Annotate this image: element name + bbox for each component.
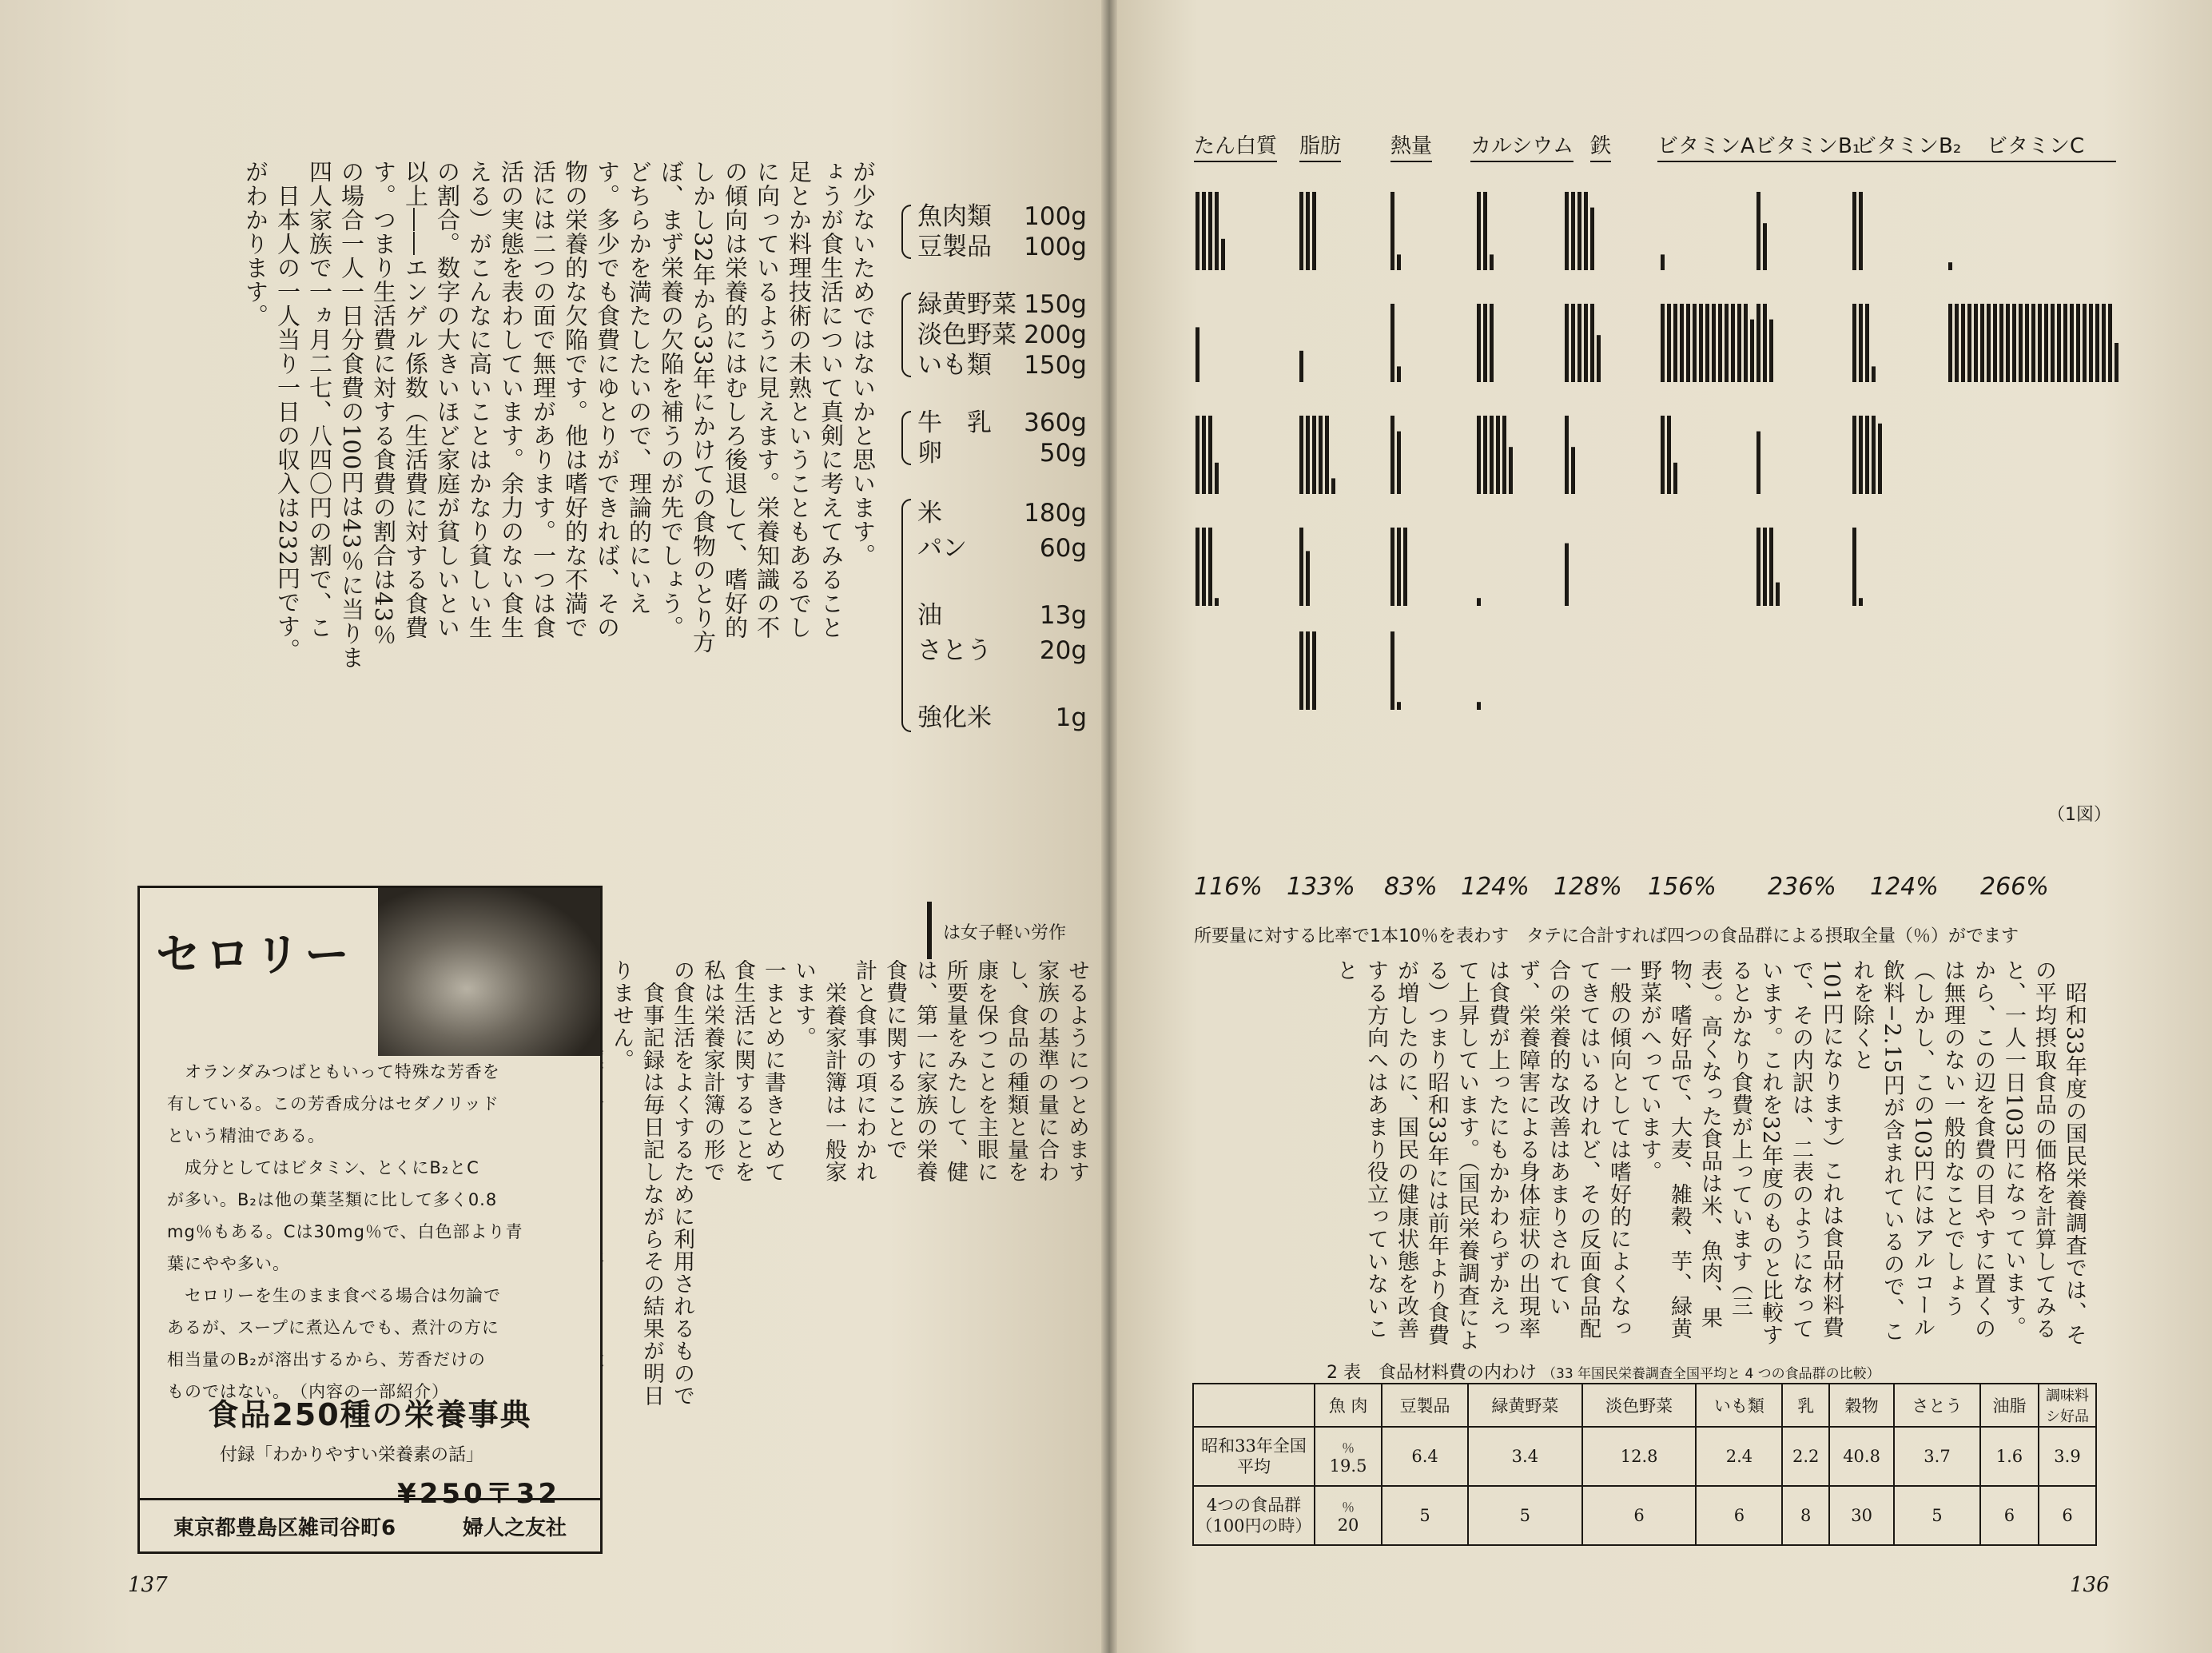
table-header-cell: さとう bbox=[1894, 1384, 1980, 1427]
tally-bar bbox=[1769, 528, 1773, 606]
tally-bar bbox=[1693, 304, 1697, 382]
ad-line: mg％もある。Cは30mg％で、白色部より青 bbox=[167, 1222, 523, 1241]
text-column: す。多少でも食費にゆとりができれば、その bbox=[594, 160, 621, 639]
text-column: 食生活に関することを bbox=[730, 959, 755, 1183]
tally-bar bbox=[1987, 304, 1991, 382]
tally-bar bbox=[1763, 304, 1767, 382]
tally-bar-partial bbox=[1872, 366, 1876, 382]
tally-bar bbox=[1974, 304, 1978, 382]
text-column: 日本人の一人当り一日の収入は232円です。 bbox=[274, 160, 301, 663]
tally-bar bbox=[2070, 304, 2074, 382]
text-column: 一まとめに書きとめて bbox=[761, 959, 786, 1183]
total-percent-label: 83% bbox=[1384, 873, 1438, 901]
tally-bar bbox=[1483, 304, 1487, 382]
tally-bar bbox=[1865, 416, 1869, 494]
tally-bar bbox=[2108, 304, 2112, 382]
tally-bar bbox=[1999, 304, 2003, 382]
tally-bar bbox=[1763, 528, 1767, 606]
tally-bar bbox=[1980, 304, 1984, 382]
tally-bar bbox=[1993, 304, 1997, 382]
table-cell: 5 bbox=[1382, 1486, 1468, 1545]
tally-bar bbox=[2038, 304, 2042, 382]
table-header-cell: 豆製品 bbox=[1382, 1384, 1468, 1427]
tally-bar-partial bbox=[1661, 254, 1665, 270]
text-column: 四人家族で一ヵ月二七、八四〇円の割で、こ bbox=[306, 160, 333, 639]
food-item: 緑黄野菜 150g bbox=[917, 290, 1087, 319]
ad-publisher: 婦人之友社 bbox=[463, 1516, 567, 1540]
text-column: どちらかを満たしたいので、理論的にいえ bbox=[626, 160, 653, 615]
tally-bar bbox=[1712, 304, 1716, 382]
tally-bar bbox=[1756, 192, 1760, 270]
tally-bar-partial bbox=[1571, 447, 1575, 494]
tally-bar bbox=[1312, 416, 1316, 494]
celery-photo bbox=[378, 888, 600, 1056]
tally-bar-partial bbox=[1221, 239, 1225, 270]
tally-bar bbox=[1196, 416, 1199, 494]
page-number-left: 137 bbox=[128, 1573, 168, 1597]
nutrient-header: 鉄 bbox=[1590, 129, 1611, 162]
nutrient-header: ビタミンB₂ bbox=[1856, 129, 1961, 162]
ad-line: 有している。この芳香成分はセダノリッド bbox=[167, 1094, 499, 1113]
tally-bar bbox=[2019, 304, 2023, 382]
tally-bar bbox=[1215, 192, 1219, 270]
food-item: 油 13g bbox=[917, 601, 1087, 630]
table-cell: 5 bbox=[1894, 1486, 1980, 1545]
text-column: 活には二つの面で無理があります。一つは食 bbox=[530, 160, 557, 639]
tally-bar bbox=[1571, 304, 1575, 382]
table-cell: 2.2 bbox=[1782, 1427, 1829, 1486]
table-cell: 6.4 bbox=[1382, 1427, 1468, 1486]
table-cell: 1.6 bbox=[1980, 1427, 2039, 1486]
tally-bar bbox=[1208, 416, 1212, 494]
tally-bar bbox=[1299, 631, 1303, 710]
table-cell: ％ 20 bbox=[1315, 1486, 1382, 1545]
text-column: 昭和33年度の国民栄養調査では、その平均摂取食品の価格を計算してみると、一人一日103円になっています。 bbox=[2001, 959, 2087, 1347]
tally-bar bbox=[1961, 304, 1965, 382]
tally-bar bbox=[2102, 304, 2106, 382]
tally-bar bbox=[1756, 528, 1760, 606]
tally-bar bbox=[2012, 304, 2016, 382]
chart-note: 所要量に対する比率で1本10％を表わす タテに合計すれば四つの食品群による摂取全量（％）がでます bbox=[1194, 926, 2019, 946]
tally-bar bbox=[2063, 304, 2067, 382]
table-cell: 6 bbox=[1582, 1486, 1697, 1545]
tally-bar bbox=[1571, 192, 1575, 270]
tally-bar bbox=[2031, 304, 2035, 382]
tally-bar-partial bbox=[1590, 208, 1594, 270]
tally-bar bbox=[1872, 416, 1876, 494]
tally-bar bbox=[1477, 192, 1481, 270]
tally-bar bbox=[1502, 416, 1506, 494]
text-column: が少ないためではないかと思います。 bbox=[849, 160, 877, 568]
table-cell: 2.4 bbox=[1696, 1427, 1782, 1486]
ad-book-title: 食品250種の栄養事典 bbox=[208, 1397, 532, 1432]
tally-bar bbox=[1699, 304, 1703, 382]
food-group bbox=[895, 496, 1087, 735]
table-header-cell: 調味料シ好品 bbox=[2039, 1384, 2096, 1427]
total-percent-label: 128% bbox=[1554, 873, 1622, 901]
tally-bar bbox=[1731, 304, 1735, 382]
tally-bar bbox=[1496, 416, 1500, 494]
table-header-cell bbox=[1193, 1384, 1315, 1427]
text-column: 家族の基準の量に合わ bbox=[1034, 959, 1059, 1183]
celery-advertisement bbox=[137, 886, 603, 1554]
food-item: 豆製品 100g bbox=[917, 233, 1087, 261]
table-header-cell: 魚 肉 bbox=[1315, 1384, 1382, 1427]
tally-bar bbox=[1312, 631, 1316, 710]
food-item: 米 180g bbox=[917, 499, 1087, 528]
tally-bar bbox=[1390, 631, 1394, 710]
tally-bar bbox=[1319, 416, 1323, 494]
table-title-main: 2 表 食品材料費の内わけ bbox=[1327, 1363, 1537, 1383]
tally-bar-partial bbox=[1331, 478, 1335, 494]
tally-bar-partial bbox=[1597, 335, 1601, 382]
nutrient-header: たん白質 bbox=[1194, 129, 1277, 162]
tally-bar bbox=[1967, 304, 1971, 382]
table-header-row bbox=[1193, 1384, 2096, 1427]
tally-bar bbox=[1483, 192, 1487, 270]
nutrient-header: 熱量 bbox=[1390, 129, 1432, 162]
tally-bar bbox=[1483, 416, 1487, 494]
text-column: の場合一人一日分食費の100円は43％に当りま bbox=[338, 160, 365, 670]
ad-line: オランダみつばともいって特殊な芳香を bbox=[167, 1062, 500, 1081]
tally-bar-partial bbox=[1477, 598, 1481, 606]
nutrient-header: 脂肪 bbox=[1299, 129, 1341, 162]
tally-bar bbox=[1306, 192, 1310, 270]
text-column: に向っているように見えます。栄養知識の不 bbox=[754, 160, 781, 639]
page-number-right: 136 bbox=[2070, 1573, 2110, 1597]
text-column: す。つまり生活費に対する食費の割合は43％ bbox=[370, 160, 397, 647]
table-cell: 30 bbox=[1829, 1486, 1894, 1545]
tally-bar bbox=[1756, 304, 1760, 382]
tally-bar bbox=[1705, 304, 1709, 382]
tally-bar bbox=[1477, 304, 1481, 382]
legend-text: は女子軽い労作 bbox=[943, 923, 1067, 943]
tally-bar bbox=[1390, 528, 1394, 606]
tally-bar bbox=[2076, 304, 2080, 382]
text-column: 足とか料理技術の未熟ということもあるでし bbox=[786, 160, 813, 639]
text-column: ぼ、まず栄養の欠陥を補うのが先でしょう。 bbox=[658, 160, 685, 639]
total-percent-label: 156% bbox=[1648, 873, 1717, 901]
food-item: 牛 乳 360g bbox=[917, 408, 1087, 437]
text-column: 食費に関することで bbox=[882, 959, 907, 1161]
food-group-list bbox=[895, 201, 1087, 763]
tally-bar bbox=[1390, 416, 1394, 494]
text-column: の割合。数字の大きいほど家庭が貧しいとい bbox=[434, 160, 461, 639]
tally-bar bbox=[2089, 304, 2093, 382]
text-column: 物の栄養的な欠陥です。他は嗜好的な不満で bbox=[562, 160, 589, 639]
food-item: さとう 20g bbox=[917, 636, 1087, 665]
table-cell: 6 bbox=[1980, 1486, 2039, 1545]
table-header-cell: 油脂 bbox=[1980, 1384, 2039, 1427]
tally-bar bbox=[1490, 416, 1494, 494]
ad-line: 相当量のB₂が溶出するから、芳香だけの bbox=[167, 1350, 486, 1369]
tally-bar bbox=[1403, 528, 1407, 606]
total-percent-label: 124% bbox=[1870, 873, 1939, 901]
total-percent-label: 124% bbox=[1461, 873, 1530, 901]
tally-bar-partial bbox=[1306, 551, 1310, 606]
table-cell: 3.7 bbox=[1894, 1427, 1980, 1486]
figure-label: （1図） bbox=[2047, 805, 2111, 825]
tally-bar bbox=[1299, 528, 1303, 606]
nutrient-header: カルシウム bbox=[1470, 129, 1573, 162]
tally-bar bbox=[2044, 304, 2048, 382]
tally-bar bbox=[2025, 304, 2029, 382]
tally-bar bbox=[1859, 416, 1863, 494]
tally-bar bbox=[1744, 304, 1748, 382]
tally-bar bbox=[1584, 304, 1588, 382]
food-group bbox=[895, 289, 1087, 380]
tally-bar bbox=[1590, 304, 1594, 382]
tally-bar bbox=[1577, 304, 1581, 382]
tally-bar bbox=[1306, 631, 1310, 710]
tally-bar bbox=[1196, 192, 1199, 270]
total-percent-label: 236% bbox=[1768, 873, 1836, 901]
tally-bar bbox=[1859, 304, 1863, 382]
tally-bar bbox=[1577, 192, 1581, 270]
tally-bar bbox=[1865, 304, 1869, 382]
tally-bar bbox=[1680, 304, 1684, 382]
tally-bar bbox=[1852, 416, 1856, 494]
tally-bar bbox=[1661, 304, 1665, 382]
table-header-cell: 緑黄野菜 bbox=[1468, 1384, 1582, 1427]
tally-bar bbox=[1948, 304, 1952, 382]
tally-bar bbox=[1667, 416, 1671, 494]
tally-bar bbox=[1667, 304, 1671, 382]
tally-bar-partial bbox=[1750, 320, 1754, 382]
tally-bar bbox=[2057, 304, 2061, 382]
tally-bar-partial bbox=[1196, 327, 1199, 382]
tally-bar-partial bbox=[1397, 432, 1401, 494]
tally-bar-partial bbox=[1490, 254, 1494, 270]
food-item: 強化米 1g bbox=[917, 703, 1087, 732]
total-percent-label: 266% bbox=[1980, 873, 2049, 901]
tally-bar-partial bbox=[1756, 432, 1760, 494]
text-column: 私は栄養家計簿の形で bbox=[700, 959, 725, 1183]
tally-bar bbox=[2095, 304, 2099, 382]
tally-bar bbox=[1955, 304, 1959, 382]
table-cell: 8 bbox=[1782, 1486, 1829, 1545]
tally-bar bbox=[1202, 416, 1206, 494]
tally-bar bbox=[2083, 304, 2087, 382]
table-header-cell: 淡色野菜 bbox=[1582, 1384, 1697, 1427]
tally-bar bbox=[1390, 192, 1394, 270]
text-column: います。 bbox=[791, 959, 816, 1049]
tally-bar bbox=[1852, 528, 1856, 606]
tally-bar-partial bbox=[1397, 366, 1401, 382]
tally-bar bbox=[1397, 528, 1401, 606]
table-cell: 5 bbox=[1468, 1486, 1582, 1545]
tally-bar bbox=[1852, 192, 1856, 270]
tally-bar-partial bbox=[1509, 447, 1513, 494]
tally-bar bbox=[1859, 192, 1863, 270]
tally-bar-partial bbox=[1948, 262, 1952, 270]
food-item: 魚肉類 100g bbox=[917, 202, 1087, 231]
tally-bar bbox=[1208, 192, 1212, 270]
text-column: し、食品の種類と量を bbox=[1004, 959, 1028, 1183]
tally-bar-partial bbox=[1776, 583, 1780, 606]
ad-title: セロリー bbox=[156, 930, 354, 982]
tally-bar bbox=[1312, 192, 1316, 270]
ad-line: という精油である。 bbox=[167, 1126, 325, 1145]
table-cell: 12.8 bbox=[1582, 1427, 1697, 1486]
text-column: りません。 bbox=[609, 959, 634, 1071]
text-column: 以上――エンゲル係数（生活費に対する食費 bbox=[402, 160, 429, 639]
tally-bar-partial bbox=[1878, 424, 1882, 494]
tally-bar-partial bbox=[1397, 702, 1401, 710]
table-row bbox=[1193, 1486, 2096, 1545]
tally-bar-partial bbox=[2115, 343, 2119, 382]
tally-bar-partial bbox=[1299, 351, 1303, 382]
ad-supplement: 付録「わかりやすい栄養素の話」 bbox=[220, 1445, 484, 1465]
tally-bar bbox=[1565, 192, 1569, 270]
tally-bar bbox=[1725, 304, 1729, 382]
tally-bar bbox=[1390, 304, 1394, 382]
ad-body bbox=[167, 1056, 579, 1408]
tally-bar bbox=[1208, 528, 1212, 606]
ad-address: 東京都豊島区雑司谷町6 bbox=[173, 1516, 396, 1540]
nutrient-header: ビタミンC bbox=[1955, 129, 2116, 162]
tally-bar bbox=[1299, 416, 1303, 494]
table-row-label: 4つの食品群（100円の時） bbox=[1193, 1486, 1315, 1545]
table-title bbox=[1327, 1359, 1880, 1384]
text-column: せるようにつとめます bbox=[1064, 959, 1089, 1183]
nutrient-header: ビタミンA bbox=[1657, 129, 1755, 162]
tally-bar bbox=[1584, 192, 1588, 270]
text-column: は、第一に家族の栄養 bbox=[913, 959, 937, 1183]
ad-line: セロリーを生のまま食べる場合は勿論で bbox=[167, 1286, 501, 1305]
table-cell: ％ 19.5 bbox=[1315, 1427, 1382, 1486]
legend-bar-sample bbox=[927, 902, 932, 959]
text-column: える）がこんなに高いことはかなり貧しい生 bbox=[466, 160, 493, 639]
text-column: の傾向は栄養的にはむしろ後退して、嗜好的 bbox=[722, 160, 749, 639]
tally-bar bbox=[1325, 416, 1329, 494]
tally-bar bbox=[1718, 304, 1722, 382]
text-column: 所要量をみたして、健 bbox=[943, 959, 968, 1183]
table-cell: 6 bbox=[2039, 1486, 2096, 1545]
tally-bar bbox=[2051, 304, 2055, 382]
table-cell: 40.8 bbox=[1829, 1427, 1894, 1486]
text-column: しかし32年から33年にかけての食物のとり方 bbox=[690, 160, 717, 654]
tally-bar-partial bbox=[1673, 463, 1677, 494]
ad-line: 葉にやや多い。 bbox=[167, 1254, 290, 1273]
tally-bar-partial bbox=[1477, 702, 1481, 710]
food-item: 卵 50g bbox=[917, 439, 1087, 468]
nutrient-header: ビタミンB₁ bbox=[1755, 129, 1860, 162]
table-header-cell: 穀物 bbox=[1829, 1384, 1894, 1427]
table-header-cell: 乳 bbox=[1782, 1384, 1829, 1427]
text-column: 101円になります）これは食品材料費で、その内訳は、二表のようになっています。これを32年度のものと比較するとかなり食費が上っています（三表）。高くなった食品は米、魚肉、果物、嗜好品で、大麦、雑穀、芋、緑黄野菜がへっています。 bbox=[1637, 959, 1844, 1347]
text-column: 食事記録は毎日記しながらその結果が明日 bbox=[639, 959, 664, 1407]
text-column: 康を保つことを主眼に bbox=[973, 959, 998, 1183]
tally-bar bbox=[2006, 304, 2010, 382]
tally-bar bbox=[1852, 304, 1856, 382]
ad-line: が多い。B₂は他の葉茎類に比して多く0.8 bbox=[167, 1190, 498, 1209]
table-row-label: 昭和33年全国平均 bbox=[1193, 1427, 1315, 1486]
food-item: 淡色野菜 200g bbox=[917, 321, 1087, 349]
tally-bar bbox=[1565, 416, 1569, 494]
text-column: 一般の傾向としては嗜好的によくなってきてはいるけれど、その反面食品配合の栄養的な改善はあまりされていず、栄養障害による身体症状の出現率は食費が上ったにもかかわらずかえって上昇しています。（国民栄養調査による）つまり昭和33年には前年より食費が増したのに、国民の健康状態を改善する方向へはあまり役立っていないこと bbox=[1333, 959, 1631, 1352]
table-subtitle: （33 年国民栄養調査全国平均と 4 つの食品群の比較） bbox=[1542, 1366, 1880, 1382]
tally-bar-partial bbox=[1859, 598, 1863, 606]
table-cell: 3.9 bbox=[2039, 1427, 2096, 1486]
table-cell: 3.4 bbox=[1468, 1427, 1582, 1486]
food-cost-table bbox=[1192, 1383, 2097, 1546]
total-percent-label: 116% bbox=[1194, 873, 1263, 901]
food-group bbox=[895, 408, 1087, 468]
tally-bar bbox=[1673, 304, 1677, 382]
nutrient-bar-chart bbox=[1109, 112, 2212, 959]
table-cell: 6 bbox=[1696, 1486, 1782, 1545]
text-column: から、この辺を食費の目やすに置くのは無理のない一般的なことでしょう（しかし、この103円にはアルコール飲料−2.15円が含まれているので、これを除くと bbox=[1849, 959, 1995, 1343]
table-header-cell: いも類 bbox=[1696, 1384, 1782, 1427]
tally-bar-partial bbox=[1565, 544, 1569, 606]
tally-bar-partial bbox=[1763, 223, 1767, 270]
text-column: がわかります。 bbox=[242, 160, 269, 328]
ad-line: 成分としてはビタミン、とくにB₂とC bbox=[167, 1158, 479, 1177]
food-item: いも類 150g bbox=[917, 351, 1087, 380]
ad-line: ものではない。 （内容の一部紹介） bbox=[167, 1382, 449, 1401]
tally-bar bbox=[1202, 192, 1206, 270]
tally-bar bbox=[1196, 528, 1199, 606]
text-column: 計と食事の項にわかれ bbox=[852, 959, 877, 1183]
tally-bar-partial bbox=[1397, 254, 1401, 270]
tally-bar-partial bbox=[1769, 320, 1773, 382]
text-column: 栄養家計簿は一般家 bbox=[822, 959, 846, 1183]
tally-bar bbox=[1306, 416, 1310, 494]
tally-bar bbox=[1686, 304, 1690, 382]
ad-footer bbox=[140, 1498, 600, 1551]
tally-bar-partial bbox=[1215, 598, 1219, 606]
text-column: 活の実態を表わしています。余力のない食生 bbox=[498, 160, 525, 639]
tally-bar bbox=[1477, 416, 1481, 494]
total-percent-label: 133% bbox=[1287, 873, 1355, 901]
left-lower-text bbox=[609, 959, 1092, 1551]
tally-bar bbox=[1737, 304, 1741, 382]
tally-bar-partial bbox=[1215, 463, 1219, 494]
ad-line: あるが、スープに煮込んでも、煮汁の方に bbox=[167, 1318, 499, 1337]
tally-bar bbox=[1299, 192, 1303, 270]
text-column: ょうが食生活について真剣に考えてみること bbox=[818, 160, 845, 639]
ad-price: ¥250〒32 bbox=[397, 1478, 560, 1510]
food-item: パン 60g bbox=[917, 534, 1087, 563]
tally-bar bbox=[1661, 416, 1665, 494]
tally-bar bbox=[1202, 528, 1206, 606]
right-upper-text bbox=[1194, 959, 2089, 1359]
left-upper-text bbox=[112, 160, 879, 863]
food-group bbox=[895, 201, 1087, 262]
table-row bbox=[1193, 1427, 2096, 1486]
tally-bar bbox=[1565, 304, 1569, 382]
tally-bar bbox=[1490, 304, 1494, 382]
text-column: の食生活をよくするために利用されるもので bbox=[670, 959, 694, 1407]
